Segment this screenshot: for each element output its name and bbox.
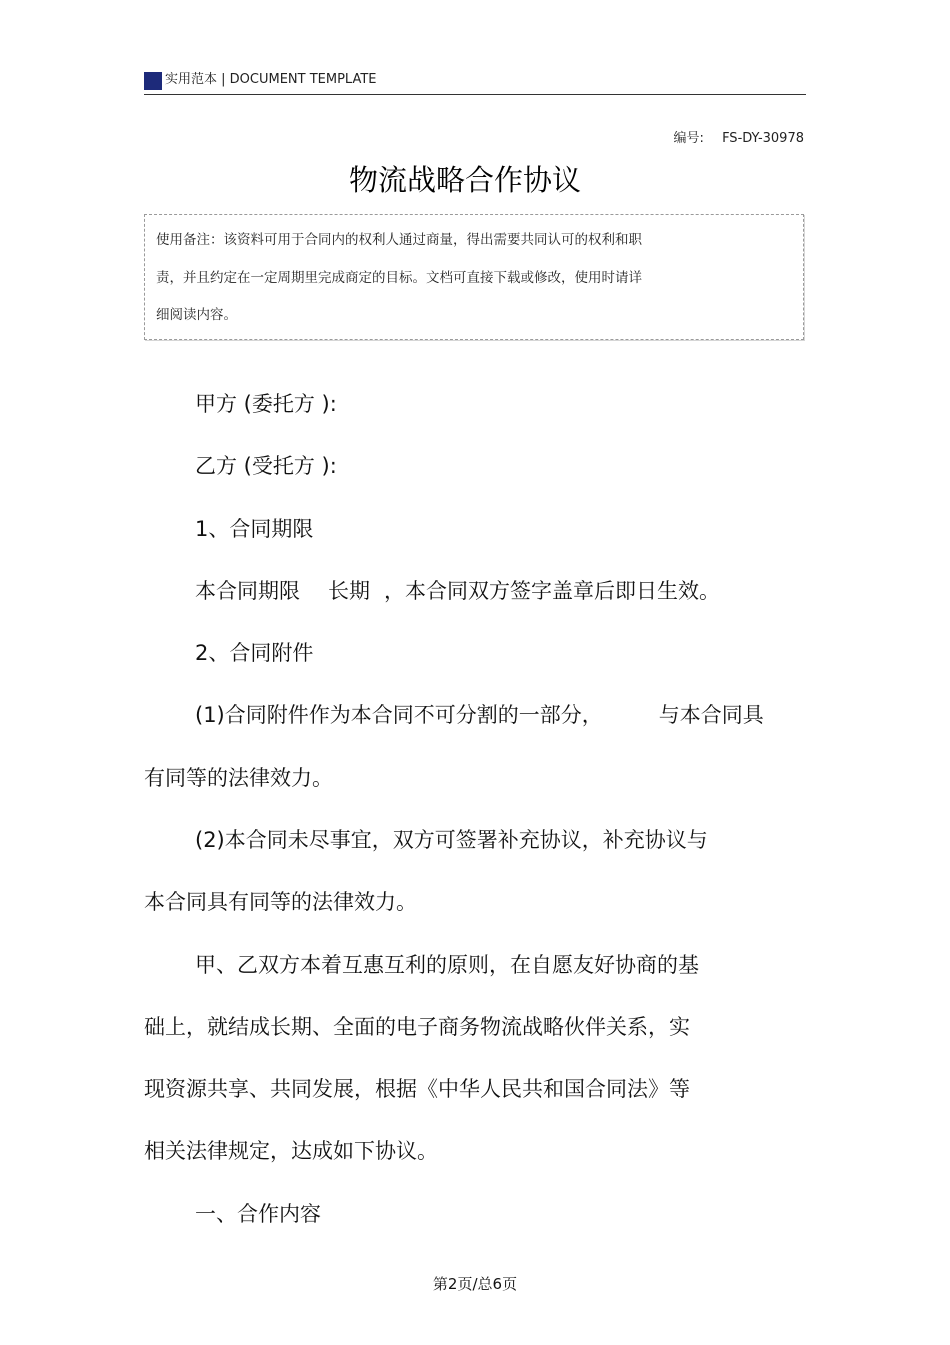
usage-note-line: 使用备注：该资料可用于合同内的权利人通过商量，得出需要共同认可的权利和职 <box>156 232 642 248</box>
usage-note-line: 责，并且约定在一定周期里完成商定的目标。文档可直接下载或修改，使用时请详 <box>156 270 642 286</box>
party-a-line: 甲方 (委托方 ): <box>195 392 337 416</box>
attachment-item-1 <box>195 701 764 729</box>
intro-paragraph-line: 相关法律规定，达成如下协议。 <box>144 1139 438 1163</box>
document-number-value: FS-DY-30978 <box>722 131 804 146</box>
attachment-item-1-text-cont: 与本合同具 <box>658 703 764 727</box>
contract-term-value: 长期 <box>328 579 370 603</box>
header-text: 实用范本 | DOCUMENT TEMPLATE <box>165 72 377 87</box>
contract-term-effective: ，本合同双方签字盖章后即日生效。 <box>384 579 720 603</box>
contract-term-paragraph <box>195 577 720 605</box>
contract-term-text: 本合同期限 <box>195 579 300 603</box>
document-title: 物流战略合作协议 <box>348 163 581 197</box>
page-number-footer: 第2页/总6页 <box>432 1275 518 1293</box>
intro-paragraph-line: 础上，就结成长期、全面的电子商务物流战略伙伴关系，实 <box>144 1015 690 1039</box>
party-b-line: 乙方 (受托方 ): <box>195 454 337 478</box>
section-1-title: 1、合同期限 <box>195 517 314 541</box>
attachment-item-1-wrap: 有同等的法律效力。 <box>144 766 333 790</box>
page-header <box>144 68 806 95</box>
part-1-title: 一、合作内容 <box>195 1202 321 1226</box>
usage-note-line: 细阅读内容。 <box>156 307 237 323</box>
logo-square-icon <box>144 72 162 90</box>
section-2-title: 2、合同附件 <box>195 641 314 665</box>
attachment-item-2-wrap: 本合同具有同等的法律效力。 <box>144 890 417 914</box>
document-number <box>674 127 804 146</box>
usage-note-box <box>144 214 804 340</box>
intro-paragraph-line: 现资源共享、共同发展，根据《中华人民共和国合同法》等 <box>144 1077 690 1101</box>
document-number-label: 编号: <box>673 131 704 146</box>
intro-paragraph-line: 甲、乙双方本着互惠互利的原则，在自愿友好协商的基 <box>195 953 699 977</box>
attachment-item-1-text: (1)合同附件作为本合同不可分割的一部分， <box>195 703 603 727</box>
attachment-item-2: (2)本合同未尽事宜，双方可签署补充协议，补充协议与 <box>195 828 708 852</box>
